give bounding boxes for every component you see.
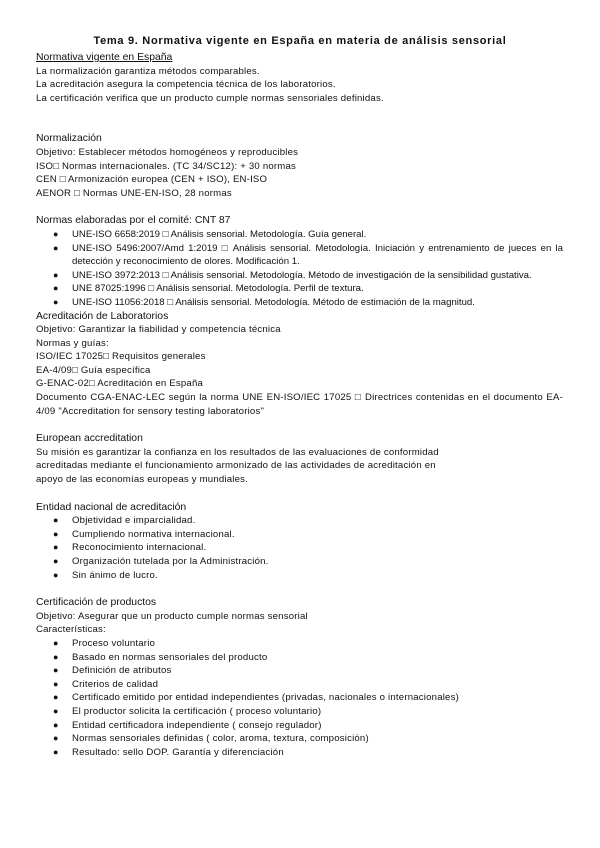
list-item: ● Sin ánimo de lucro. xyxy=(53,569,158,581)
list-item: ● UNE 87025:1996 □ Análisis sensorial. Metodología. Perfil de textura. xyxy=(53,283,364,295)
bullet-icon: ● xyxy=(53,569,59,580)
bullet-icon: ● xyxy=(53,665,59,676)
acreditacion-line: Objetivo: Garantizar la fiabilidad y competencia técnica xyxy=(36,324,281,336)
intro-line: La normalización garantiza métodos comparables. xyxy=(36,65,260,77)
heading-entidad-nacional: Entidad nacional de acreditación xyxy=(36,501,187,513)
list-item: ● UNE-ISO 3972:2013 □ Análisis sensorial. Metodología. Método de investigación de la sensibilidad gustativa. xyxy=(53,269,532,281)
bullet-icon: ● xyxy=(53,269,59,280)
normalizacion-line: ISO□ Normas internacionales. (TC 34/SC12): + 30 normas xyxy=(36,160,297,172)
bullet-icon: ● xyxy=(53,637,59,648)
list-item: ● Definición de atributos xyxy=(53,665,172,677)
heading-acreditacion: Acreditación de Laboratorios xyxy=(36,310,169,322)
bullet-icon: ● xyxy=(53,733,59,744)
bullet-icon: ● xyxy=(53,296,59,307)
european-line: Su misión es garantizar la confianza en los resultados de las evaluaciones de conformidad xyxy=(36,446,439,458)
heading-normas-cnt87: Normas elaboradas por el comité: CNT 87 xyxy=(36,215,231,227)
bullet-icon: ● xyxy=(53,692,59,703)
document-body xyxy=(36,51,563,759)
european-line: apoyo de las economías europeas y mundiales. xyxy=(36,474,248,486)
bullet-icon: ● xyxy=(53,283,59,294)
list-item: ● Reconocimiento internacional. xyxy=(53,542,207,554)
intro-line: La acreditación asegura la competencia técnica de los laboratorios. xyxy=(36,79,336,91)
list-item: ● Cumpliendo normativa internacional. xyxy=(53,528,235,540)
bullet-icon: ● xyxy=(53,705,59,716)
list-item: ● UNE-ISO 11056:2018 □ Análisis sensorial. Metodología. Método de estimación de la magnitud. xyxy=(53,296,475,308)
bullet-icon: ● xyxy=(53,678,59,689)
acreditacion-line: Normas y guías: xyxy=(36,337,109,349)
european-line: acreditadas mediante el funcionamiento armonizado de las actividades de acreditación en xyxy=(36,460,436,472)
list-item: ● Basado en normas sensoriales del producto xyxy=(53,651,268,663)
certificacion-line: Objetivo: Asegurar que un producto cumple normas sensorial xyxy=(36,610,308,622)
list-item: ● Organización tutelada por la Administración. xyxy=(53,556,269,567)
acreditacion-line: G-ENAC-02□ Acreditación en España xyxy=(36,378,204,390)
bullet-icon: ● xyxy=(53,542,59,553)
bullet-icon: ● xyxy=(53,746,59,757)
bullet-icon: ● xyxy=(53,242,59,253)
intro-line: La certificación verifica que un producto cumple normas sensoriales definidas. xyxy=(36,92,384,104)
list-item: ● Resultado: sello DOP. Garantía y diferenciación xyxy=(53,746,284,758)
bullet-icon: ● xyxy=(53,651,59,662)
bullet-icon: ● xyxy=(53,556,59,566)
bullet-icon: ● xyxy=(53,515,59,526)
heading-normalizacion: Normalización xyxy=(36,133,102,145)
normalizacion-line: CEN □ Armonización europea (CEN + ISO), EN-ISO xyxy=(36,174,268,186)
list-item: ● El productor solicita la certificación ( proceso voluntario) xyxy=(53,705,322,717)
acreditacion-documento: Documento CGA-ENAC-LEC según la norma UNE EN-ISO/IEC 17025 □ Directrices contenidas en el documento EA-4/09 "Accreditation for sensory testing laboratorios" xyxy=(36,392,563,417)
list-item: ● UNE-ISO 6658:2019 □ Análisis sensorial. Metodología. Guía general. xyxy=(53,228,367,240)
heading-certificacion: Certificación de productos xyxy=(36,597,157,609)
bullet-icon: ● xyxy=(53,228,59,239)
bullet-icon: ● xyxy=(53,719,59,730)
certificacion-list xyxy=(36,637,563,759)
acreditacion-line: EA-4/09□ Guía específica xyxy=(36,364,151,376)
list-item: ● UNE-ISO 5496:2007/Amd 1:2019 □ Análisis sensorial. Metodología. Iniciación y entrenamiento de jueces en la detección y reconocimiento de olores. Modificación 1. xyxy=(53,242,563,268)
section-subtitle: Normativa vigente en España xyxy=(36,52,173,63)
entidad-list xyxy=(36,514,563,582)
heading-european-accreditation: European accreditation xyxy=(36,433,143,445)
list-item: ● Entidad certificadora independiente ( consejo regulador) xyxy=(53,719,322,731)
certificacion-line: Características: xyxy=(36,624,106,636)
list-item: ● Objetividad e imparcialidad. xyxy=(53,515,196,527)
acreditacion-line: ISO/IEC 17025□ Requisitos generales xyxy=(36,351,206,363)
normalizacion-line: Objetivo: Establecer métodos homogéneos y reproducibles xyxy=(36,146,299,158)
bullet-icon: ● xyxy=(53,528,59,539)
list-item: ● Certificado emitido por entidad independientes (privadas, nacionales o internacionales) xyxy=(53,692,459,704)
normas-list xyxy=(36,228,563,310)
list-item: ● Normas sensoriales definidas ( color, aroma, textura, composición) xyxy=(53,733,369,745)
normalizacion-line: AENOR □ Normas UNE-EN-ISO, 28 normas xyxy=(36,187,232,199)
document-title: Tema 9. Normativa vigente en España en materia de análisis sensorial xyxy=(93,35,507,47)
list-item: ● Criterios de calidad xyxy=(53,678,159,690)
list-item: ● Proceso voluntario xyxy=(53,637,156,649)
